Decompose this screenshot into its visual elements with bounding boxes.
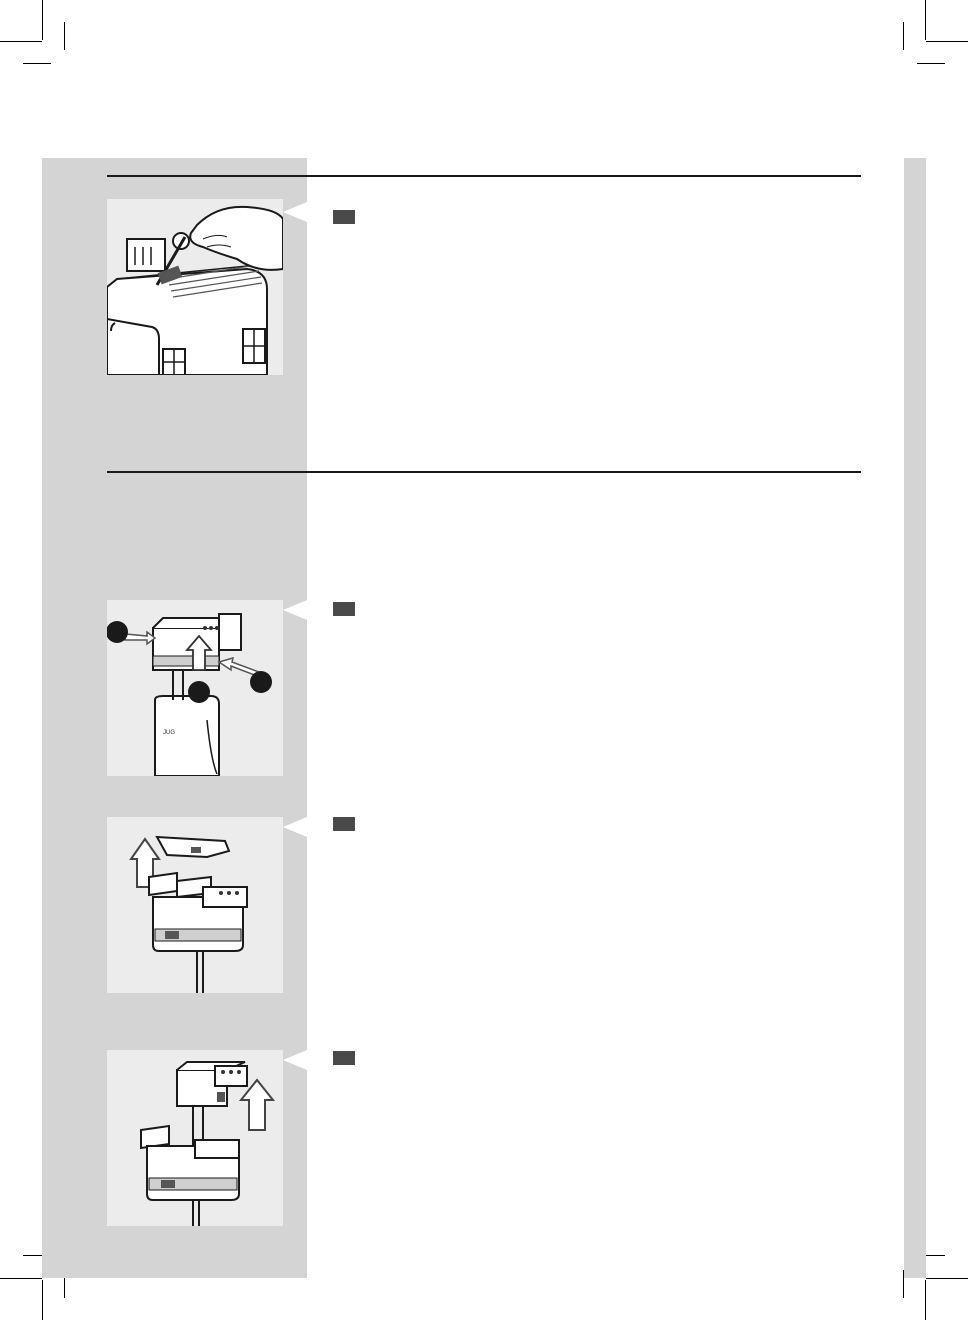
cleaning-brush-in-brew-unit-image [107, 199, 283, 375]
section-rule [107, 175, 861, 177]
crop-mark [903, 22, 904, 50]
section-rule [107, 471, 861, 473]
callout-pointer [283, 817, 307, 837]
crop-mark [23, 63, 51, 64]
step-marker [333, 817, 355, 831]
filter-cartridge-lift-image [107, 1050, 283, 1226]
step-illustration [107, 817, 283, 993]
step-marker [333, 210, 355, 224]
crop-mark [64, 22, 65, 50]
crop-mark [42, 1280, 43, 1320]
crop-mark [926, 1278, 968, 1279]
callout-marker [250, 671, 272, 693]
callout-pointer [283, 202, 307, 222]
crop-mark [926, 41, 968, 42]
crop-mark [925, 0, 926, 40]
svg-text:JUG: JUG [163, 730, 175, 736]
crop-mark [0, 41, 42, 42]
crop-mark [925, 1280, 926, 1320]
callout-marker [188, 681, 210, 703]
callout-pointer [283, 600, 307, 620]
step-marker [333, 1051, 355, 1065]
step-marker [333, 602, 355, 616]
callout-marker [107, 621, 128, 643]
filter-lid-removal-image [107, 817, 283, 993]
crop-mark [42, 0, 43, 40]
step-illustration [107, 1050, 283, 1226]
crop-mark [917, 63, 945, 64]
step-illustration [107, 600, 283, 776]
step-illustration [107, 199, 283, 375]
right-margin-panel [904, 158, 926, 1278]
crop-mark [0, 1278, 42, 1279]
water-tank-filter-release-image [107, 600, 283, 776]
callout-pointer [283, 1050, 307, 1070]
